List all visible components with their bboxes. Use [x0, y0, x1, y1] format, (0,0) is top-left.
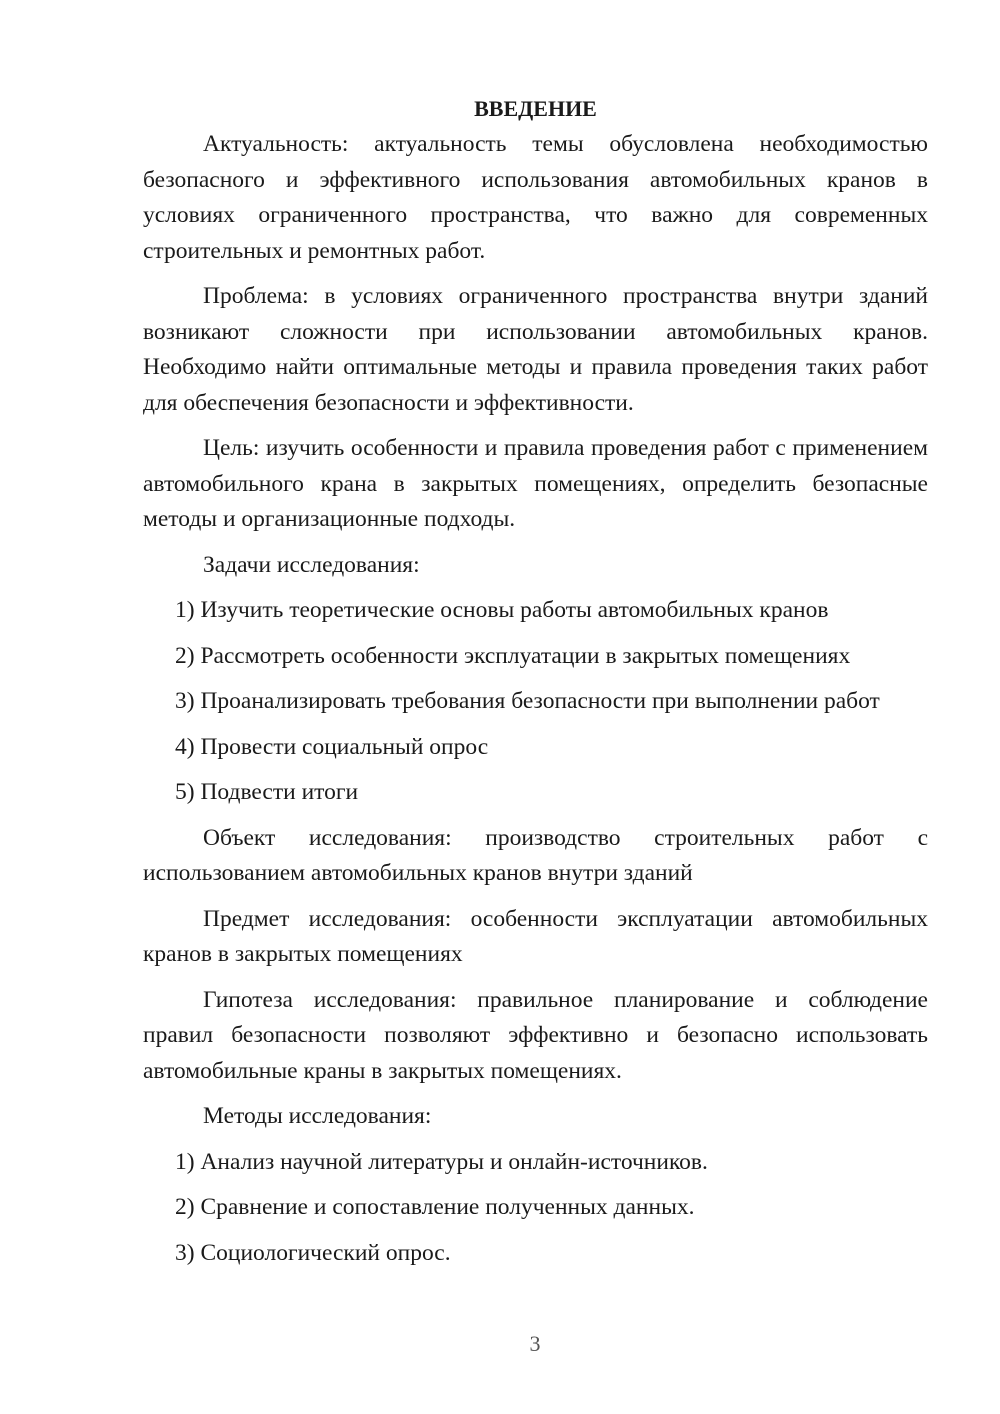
task-item: 5) Подвести итоги: [175, 779, 359, 805]
object-paragraph: Объект исследования: производство строительных работ с использованием автомобильных кранов внутри зданий: [143, 824, 928, 886]
page-number: 3: [529, 1331, 541, 1356]
method-item: 1) Анализ научной литературы и онлайн-источников.: [175, 1148, 708, 1175]
page-title: ВВЕДЕНИЕ: [474, 96, 597, 121]
relevance-paragraph: Актуальность: актуальность темы обусловлена необходимостью безопасного и эффективного использования автомобильных кранов в условиях ограниченного пространства, что важно для современных строительных и ремонтных работ.: [143, 131, 928, 264]
problem-paragraph: Проблема: в условиях ограниченного пространства внутри зданий возникают сложности при использовании автомобильных кранов. Необходимо найти оптимальные методы и правила проведения таких работ для обеспечения безопасности и эффективности.: [143, 283, 928, 416]
hypothesis-paragraph: Гипотеза исследования: правильное планирование и соблюдение правил безопасности позволяют эффективно и безопасно использовать автомобильные краны в закрытых помещениях.: [143, 986, 928, 1084]
tasks-heading: Задачи исследования:: [203, 551, 420, 578]
task-item: 3) Проанализировать требования безопасности при выполнении работ: [175, 688, 880, 714]
goal-paragraph: Цель: изучить особенности и правила проведения работ с применением автомобильного крана в закрытых помещениях, определить безопасные методы и организационные подходы.: [143, 435, 928, 532]
task-item: 1) Изучить теоретические основы работы автомобильных кранов: [175, 597, 829, 623]
task-item: 4) Провести социальный опрос: [175, 733, 489, 760]
methods-heading: Методы исследования:: [203, 1103, 432, 1129]
document-body: [143, 92, 928, 1281]
method-item: 3) Социологический опрос.: [175, 1239, 451, 1266]
task-item: 2) Рассмотреть особенности эксплуатации в закрытых помещениях: [175, 642, 851, 669]
method-item: 2) Сравнение и сопоставление полученных данных.: [175, 1194, 695, 1220]
subject-paragraph: Предмет исследования: особенности эксплуатации автомобильных кранов в закрытых помещениях: [143, 905, 928, 967]
